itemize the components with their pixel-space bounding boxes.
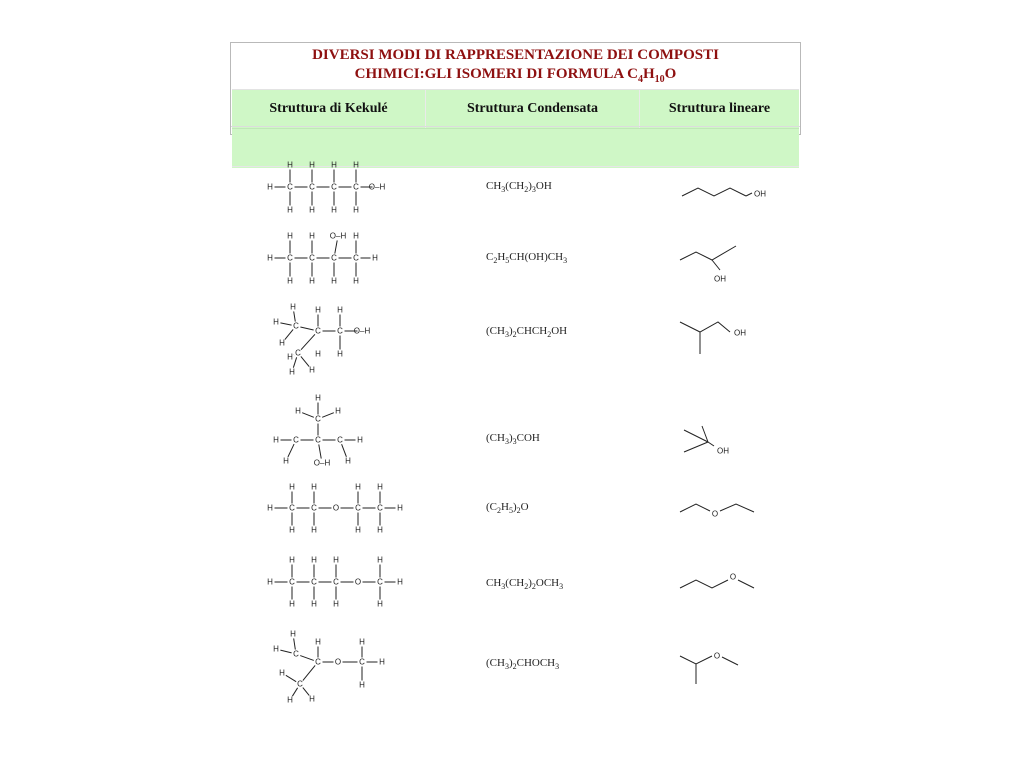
hydrogen-atom: H xyxy=(333,599,339,609)
hydrogen-atom: H xyxy=(289,482,295,492)
bond xyxy=(303,665,315,680)
hydrogen-atom: H xyxy=(377,525,383,535)
hydrogen-atom: H xyxy=(295,406,301,416)
hydrogen-atom: H xyxy=(290,629,296,639)
hydrogen-atom: H xyxy=(309,231,315,241)
hydrogen-atom: H xyxy=(397,503,403,513)
oxygen-atom: O–H xyxy=(313,458,331,468)
formula-subscript: 5 xyxy=(508,506,513,516)
formula-text: OH xyxy=(551,325,568,337)
oxygen-label: O xyxy=(711,509,719,519)
hydrogen-atom: H xyxy=(377,599,383,609)
hydrogen-atom: H xyxy=(273,435,279,445)
carbon-atom: C xyxy=(309,253,315,263)
bond xyxy=(280,323,291,325)
formula-text: O xyxy=(520,501,529,513)
formula-text: COH xyxy=(516,432,540,444)
formula-subscript: 2 xyxy=(493,256,498,266)
bond xyxy=(722,657,738,665)
carbon-atom: C xyxy=(377,503,383,513)
carbon-chain xyxy=(680,504,710,512)
hydrogen-atom: H xyxy=(377,555,383,565)
bond xyxy=(712,260,720,270)
hydrogen-atom: H xyxy=(315,305,321,315)
hydrogen-atom: H xyxy=(315,349,321,359)
hydrogen-atom: H xyxy=(311,525,317,535)
carbon-atom: C xyxy=(331,253,337,263)
condensed-formula-6 xyxy=(486,577,563,591)
hydrogen-atom: H xyxy=(287,276,293,286)
bond xyxy=(288,444,294,457)
hydrogen-atom: H xyxy=(289,525,295,535)
bond xyxy=(684,442,708,452)
formula-text: (CH xyxy=(505,180,525,192)
oxygen-label: O xyxy=(713,651,721,661)
skeletal-structure-6 xyxy=(674,558,774,628)
condensed-formula-4 xyxy=(486,432,540,446)
formula-subscript: 3 xyxy=(512,437,517,447)
title-line-1: DIVERSI MODI DI RAPPRESENTAZIONE DEI COMPOSTI xyxy=(312,47,719,63)
carbon-atom: C xyxy=(355,503,361,513)
formula-subscript: 2 xyxy=(516,506,521,516)
title-subscript: 10 xyxy=(654,74,665,85)
oxygen-label: O xyxy=(729,572,737,582)
formula-text: (CH xyxy=(486,325,505,337)
formula-subscript: 3 xyxy=(501,582,506,592)
column-header-condensed: Struttura Condensata xyxy=(466,101,599,116)
bond xyxy=(292,688,297,696)
kekule-structure-7 xyxy=(262,622,412,712)
oh-label: OH xyxy=(717,446,729,456)
skeletal-structure-3 xyxy=(674,308,774,378)
hydrogen-atom: H xyxy=(309,694,315,704)
bond xyxy=(738,580,754,588)
carbon-atom: C xyxy=(287,182,293,192)
carbon-chain xyxy=(680,246,736,260)
hydrogen-atom: H xyxy=(283,456,289,466)
bond xyxy=(335,240,337,253)
hydrogen-atom: H xyxy=(331,205,337,215)
formula-text: OCH xyxy=(535,577,560,589)
bond xyxy=(301,356,309,366)
carbon-atom: C xyxy=(311,577,317,587)
formula-subscript: 5 xyxy=(505,256,510,266)
formula-subscript: 3 xyxy=(504,662,509,672)
oxygen-atom: O–H xyxy=(329,231,347,241)
row-divider xyxy=(232,128,799,129)
hydrogen-atom: H xyxy=(359,637,365,647)
hydrogen-atom: H xyxy=(309,365,315,375)
formula-text: H xyxy=(501,501,509,513)
formula-text: (CH xyxy=(505,577,525,589)
condensed-formula-7 xyxy=(486,657,559,671)
hydrogen-atom: H xyxy=(289,555,295,565)
carbon-atom: C xyxy=(287,253,293,263)
formula-subscript: 2 xyxy=(524,185,529,195)
carbon-chain xyxy=(680,322,730,332)
hydrogen-atom: H xyxy=(337,349,343,359)
formula-subscript: 3 xyxy=(504,437,509,447)
formula-text: CH xyxy=(486,180,502,192)
formula-text: ) xyxy=(528,577,532,589)
formula-text: ) xyxy=(508,432,513,444)
carbon-atom: C xyxy=(295,348,301,358)
header-table xyxy=(230,42,801,135)
formula-text: ) xyxy=(528,180,532,192)
formula-subscript: 2 xyxy=(512,662,517,672)
skeletal-structure-4 xyxy=(674,416,774,486)
carbon-atom: C xyxy=(337,326,343,336)
bond xyxy=(746,193,752,196)
hydrogen-atom: H xyxy=(309,160,315,170)
condensed-formula-1 xyxy=(486,180,552,194)
carbon-atom: C xyxy=(289,503,295,513)
hydrogen-atom: H xyxy=(345,456,351,466)
oh-label: OH xyxy=(714,274,726,284)
formula-subscript: 3 xyxy=(563,256,568,266)
hydrogen-atom: H xyxy=(273,317,279,327)
carbon-atom: C xyxy=(353,253,359,263)
formula-subscript: 2 xyxy=(524,582,529,592)
bond xyxy=(301,334,315,349)
formula-text: CH xyxy=(486,577,502,589)
hydrogen-atom: H xyxy=(379,657,385,667)
oh-label: OH xyxy=(734,328,746,338)
hydrogen-atom: H xyxy=(311,599,317,609)
oxygen-atom: O xyxy=(354,577,362,587)
title-subscript: 4 xyxy=(638,74,643,85)
hydrogen-atom: H xyxy=(353,231,359,241)
title-text: CHIMICI:GLI ISOMERI DI FORMULA C xyxy=(354,66,638,82)
carbon-atom: C xyxy=(331,182,337,192)
carbon-atom: C xyxy=(315,657,321,667)
carbon-atom: C xyxy=(297,679,303,689)
bond xyxy=(319,444,321,458)
hydrogen-atom: H xyxy=(311,555,317,565)
hydrogen-atom: H xyxy=(377,482,383,492)
title-text: O xyxy=(664,66,677,82)
skeletal-structure-2 xyxy=(674,236,774,306)
formula-text: CHOCH xyxy=(516,657,556,669)
title-text: H xyxy=(643,66,655,82)
hydrogen-atom: H xyxy=(279,668,285,678)
formula-text: OH xyxy=(535,180,552,192)
formula-text: (CH xyxy=(486,432,505,444)
carbon-atom: C xyxy=(353,182,359,192)
hydrogen-atom: H xyxy=(355,525,361,535)
formula-subscript: 2 xyxy=(531,582,536,592)
carbon-atom: C xyxy=(289,577,295,587)
bond xyxy=(286,675,296,681)
column-header-linear: Struttura lineare xyxy=(668,101,771,116)
carbon-chain xyxy=(682,188,746,196)
formula-subscript: 3 xyxy=(501,185,506,195)
hydrogen-atom: H xyxy=(289,367,295,377)
bond xyxy=(293,357,296,367)
oh-label: OH xyxy=(754,189,766,199)
bond xyxy=(322,413,334,418)
carbon-atom: C xyxy=(315,414,321,424)
formula-text: (CH xyxy=(486,657,505,669)
formula-text: ) xyxy=(508,325,513,337)
hydrogen-atom: H xyxy=(353,205,359,215)
hydrogen-atom: H xyxy=(309,205,315,215)
hydrogen-atom: H xyxy=(359,680,365,690)
hydrogen-atom: H xyxy=(331,276,337,286)
carbon-atom: C xyxy=(293,321,299,331)
carbon-atom: C xyxy=(359,657,365,667)
carbon-atom: C xyxy=(309,182,315,192)
bond xyxy=(280,650,291,653)
formula-text: CH(OH)CH xyxy=(509,251,564,263)
skeletal-structure-5 xyxy=(674,486,774,556)
formula-subscript: 2 xyxy=(547,330,552,340)
carbon-chain xyxy=(680,656,712,664)
skeletal-structure-1 xyxy=(674,170,774,240)
bond xyxy=(300,327,313,330)
page-title xyxy=(231,43,800,87)
formula-text: C xyxy=(486,251,494,263)
bond xyxy=(342,444,347,457)
hydrogen-atom: H xyxy=(267,182,273,192)
hydrogen-atom: H xyxy=(287,695,293,705)
formula-text: H xyxy=(497,251,506,263)
carbon-atom: C xyxy=(333,577,339,587)
hydrogen-atom: H xyxy=(315,393,321,403)
bond xyxy=(294,311,296,321)
formula-subscript: 3 xyxy=(504,330,509,340)
oxygen-atom: O xyxy=(332,503,340,513)
formula-subscript: 2 xyxy=(512,330,517,340)
hydrogen-atom: H xyxy=(267,503,273,513)
hydrogen-atom: H xyxy=(290,302,296,312)
carbon-chain xyxy=(720,504,754,512)
carbon-atom: C xyxy=(315,326,321,336)
condensed-formula-2 xyxy=(486,251,567,265)
hydrogen-atom: H xyxy=(337,305,343,315)
table-bottom-rule xyxy=(231,126,800,127)
hydrogen-atom: H xyxy=(273,644,279,654)
hydrogen-atom: H xyxy=(287,205,293,215)
hydrogen-atom: H xyxy=(267,577,273,587)
carbon-atom: C xyxy=(337,435,343,445)
hydrogen-atom: H xyxy=(353,160,359,170)
carbon-chain xyxy=(680,580,728,588)
hydrogen-atom: H xyxy=(372,253,378,263)
hydrogen-atom: H xyxy=(289,599,295,609)
formula-text: (C xyxy=(486,501,497,513)
hydrogen-atom: H xyxy=(287,160,293,170)
formula-text: CHCH xyxy=(516,325,548,337)
bond xyxy=(708,442,714,446)
hydrogen-atom: H xyxy=(309,276,315,286)
carbon-atom: C xyxy=(377,577,383,587)
formula-text: ) xyxy=(512,501,517,513)
carbon-atom: C xyxy=(293,435,299,445)
carbon-atom: C xyxy=(311,503,317,513)
condensed-formula-5 xyxy=(486,501,529,515)
formula-subscript: 3 xyxy=(555,662,560,672)
hydrogen-atom: H xyxy=(335,406,341,416)
title-line-2 xyxy=(231,65,800,84)
oxygen-atom: O–H xyxy=(368,182,386,192)
hydrogen-atom: H xyxy=(311,482,317,492)
formula-subscript: 3 xyxy=(559,582,564,592)
formula-text: ) xyxy=(508,657,513,669)
bond xyxy=(285,329,293,339)
hydrogen-atom: H xyxy=(353,276,359,286)
skeletal-structure-7 xyxy=(674,640,774,710)
column-header-kekule: Struttura di Kekulé xyxy=(269,101,388,116)
formula-subscript: 2 xyxy=(497,506,501,516)
hydrogen-atom: H xyxy=(331,160,337,170)
bond xyxy=(300,656,314,661)
oxygen-atom: O–H xyxy=(353,326,371,336)
carbon-atom: C xyxy=(315,435,321,445)
kekule-structure-3 xyxy=(262,295,412,385)
hydrogen-atom: H xyxy=(267,253,273,263)
bond xyxy=(302,413,314,418)
hydrogen-atom: H xyxy=(287,231,293,241)
oxygen-atom: O xyxy=(334,657,342,667)
bond xyxy=(294,638,296,649)
carbon-atom: C xyxy=(293,649,299,659)
condensed-formula-3 xyxy=(486,325,567,339)
hydrogen-atom: H xyxy=(287,352,293,362)
kekule-structure-4 xyxy=(262,388,412,478)
hydrogen-atom: H xyxy=(357,435,363,445)
hydrogen-atom: H xyxy=(397,577,403,587)
hydrogen-atom: H xyxy=(315,637,321,647)
hydrogen-atom: H xyxy=(355,482,361,492)
formula-subscript: 3 xyxy=(531,185,536,195)
hydrogen-atom: H xyxy=(333,555,339,565)
hydrogen-atom: H xyxy=(279,338,285,348)
